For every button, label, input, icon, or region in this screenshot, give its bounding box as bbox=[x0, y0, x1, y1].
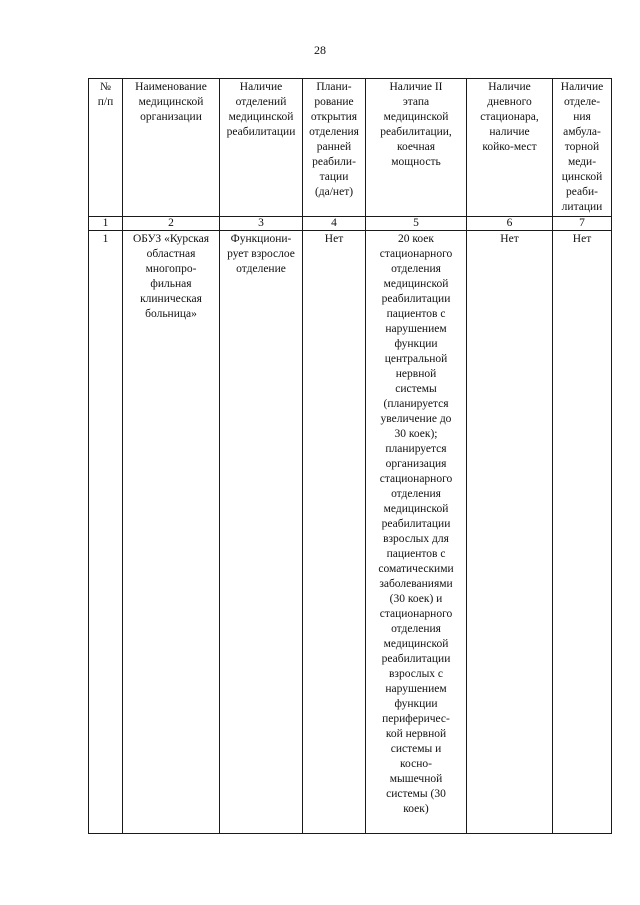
cell-organization: ОБУЗ «Курская областная многопро- фильная клиническая больница» bbox=[123, 231, 220, 834]
column-number-row bbox=[89, 217, 612, 231]
header-organization: Наименование медицинской организации bbox=[123, 79, 220, 217]
cell-day-hospital: Нет bbox=[467, 231, 553, 834]
cell-stage-two: 20 коек стационарного отделения медицинской реабилитации пациентов с нарушением функции центральной нервной системы (планируется увеличение до 30 коек); планируется организация стационарного отделения медицинской реабилитации взрослых для пациентов с соматическими заболеваниями (30 коек) и стационарного отделения медицинской реабилитации взрослых с нарушением функции периферичес- кой нервной системы и косно- мышечной системы (30 коек) bbox=[366, 231, 467, 834]
header-rehab-departments: Наличие отделений медицинской реабилитации bbox=[220, 79, 303, 217]
header-outpatient-rehab: Наличие отделе- ния амбула- торной меди- цинской реаби- литации bbox=[553, 79, 612, 217]
column-number: 2 bbox=[123, 217, 220, 231]
header-num: № п/п bbox=[89, 79, 123, 217]
header-day-hospital: Наличие дневного стационара, наличие койко-мест bbox=[467, 79, 553, 217]
rehabilitation-table bbox=[88, 78, 612, 834]
cell-rehab-departments: Функциони- рует взрослое отделение bbox=[220, 231, 303, 834]
column-number: 3 bbox=[220, 217, 303, 231]
cell-num: 1 bbox=[89, 231, 123, 834]
header-early-rehab-planning: Плани- рование открытия отделения ранней реабили- тации (да/нет) bbox=[303, 79, 366, 217]
cell-early-rehab-planning: Нет bbox=[303, 231, 366, 834]
page-number: 28 bbox=[314, 43, 326, 57]
column-number: 1 bbox=[89, 217, 123, 231]
column-number: 4 bbox=[303, 217, 366, 231]
column-number: 6 bbox=[467, 217, 553, 231]
header-stage-two: Наличие II этапа медицинской реабилитации, коечная мощность bbox=[366, 79, 467, 217]
table-header-row bbox=[89, 79, 612, 217]
cell-outpatient-rehab: Нет bbox=[553, 231, 612, 834]
column-number: 5 bbox=[366, 217, 467, 231]
column-number: 7 bbox=[553, 217, 612, 231]
table-row bbox=[89, 231, 612, 834]
